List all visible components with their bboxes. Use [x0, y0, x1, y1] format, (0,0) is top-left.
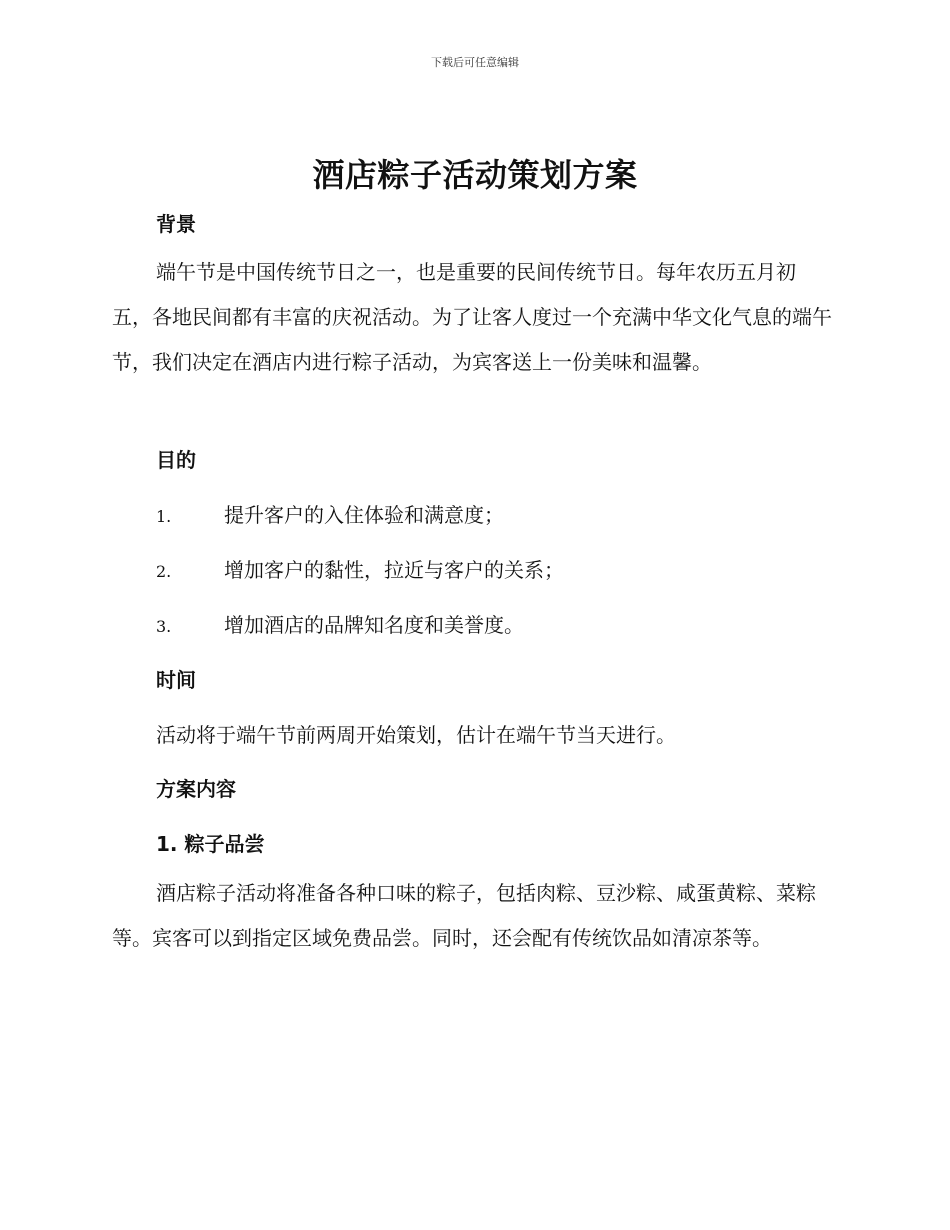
heading-plan: 方案内容: [156, 777, 236, 801]
subheading-tasting: 1. 粽子品尝: [156, 832, 265, 856]
paragraph-tasting: 酒店粽子活动将准备各种口味的粽子，包括肉粽、豆沙粽、咸蛋黄粽、菜粽等。宾客可以到指定区域免费品尝。同时，还会配有传统饮品如清凉茶等。: [112, 881, 816, 950]
list-item-text: 提升客户的入住体验和满意度；: [224, 503, 504, 527]
heading-purpose: 目的: [156, 448, 196, 472]
list-item: [156, 554, 564, 583]
heading-background: 背景: [156, 212, 196, 236]
list-item-number: 3.: [156, 617, 172, 636]
list-item: [156, 499, 504, 528]
list-item-text: 增加酒店的品牌知名度和美誉度。: [224, 613, 524, 637]
paragraph-time: 活动将于端午节前两周开始策划，估计在端午节当天进行。: [156, 723, 676, 747]
paragraph-background: 端午节是中国传统节日之一，也是重要的民间传统节日。每年农历五月初五，各地民间都有丰富的庆祝活动。为了让客人度过一个充满中华文化气息的端午节，我们决定在酒店内进行粽子活动，为宾客送上一份美味和温馨。: [112, 260, 832, 374]
header-note: 下载后可任意编辑: [431, 56, 519, 69]
list-item-text: 增加客户的黏性，拉近与客户的关系；: [224, 558, 564, 582]
heading-time: 时间: [156, 668, 196, 692]
document-title: 酒店粽子活动策划方案: [312, 156, 638, 194]
list-item-number: 1.: [156, 507, 172, 526]
list-item-number: 2.: [156, 562, 172, 581]
list-item: [156, 609, 524, 638]
